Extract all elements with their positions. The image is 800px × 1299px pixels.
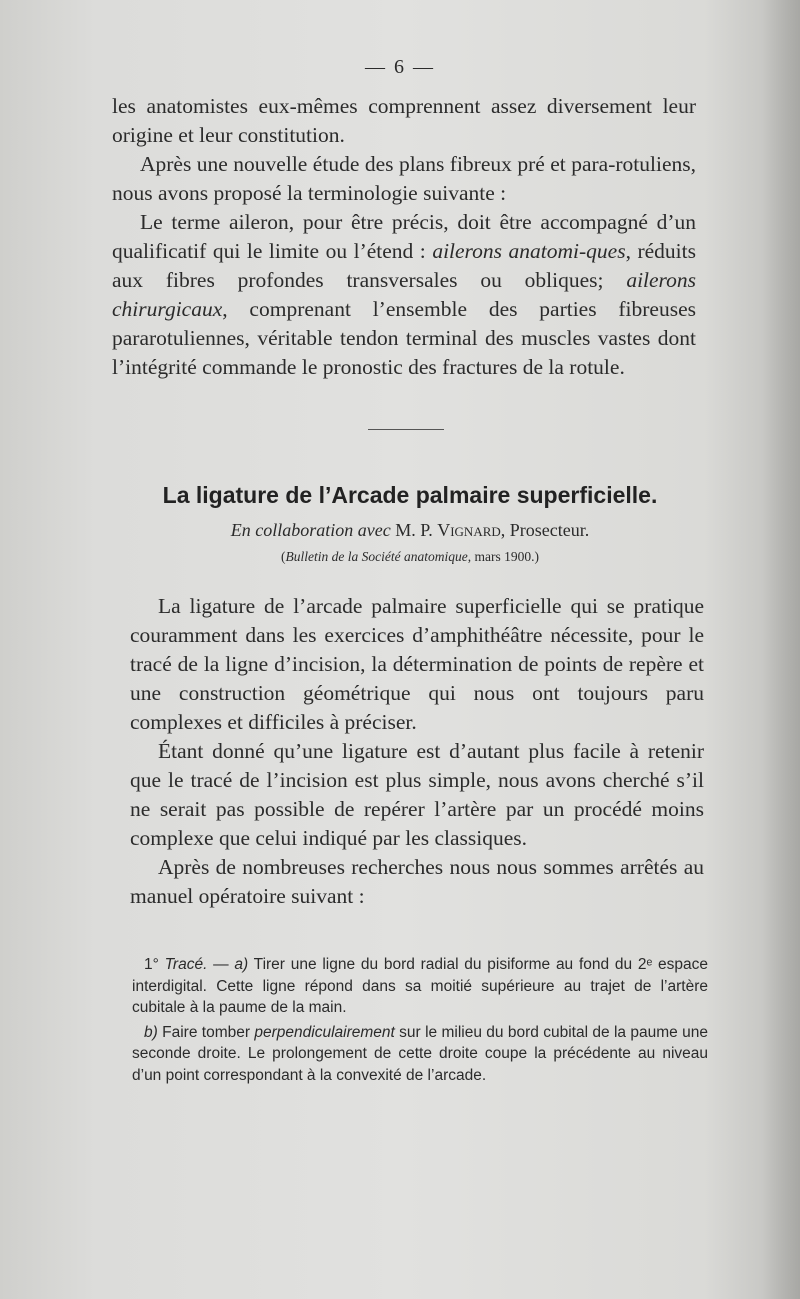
note-text-a: Tirer une ligne du bord radial du pisiforme au fond du 2ᵉ espace interdigital. Cette ligne répond dans sa moitié supérieure au trajet de l’artère cubitale à la paume de la main. — [132, 956, 708, 1016]
term-ailerons-chirurgicaux: ailerons chirurgicaux — [112, 268, 696, 321]
main-paragraph-1: La ligature de l’arcade palmaire superficielle qui se pratique couramment dans les exercices d’amphithéâtre nécessite, pour le tracé de la ligne d’incision, la détermination de points de repère et une construction géométrique qui nous ont toujours paru complexes et difficiles à préciser. — [130, 594, 704, 734]
collab-initials: M. P. — [395, 520, 438, 540]
collab-italic: En collaboration avec — [230, 520, 391, 540]
intro-paragraph-2: Après une nouvelle étude des plans fibreux pré et para-rotuliens, nous avons proposé la terminologie suivante : — [112, 152, 696, 205]
main-paragraph-3: Après de nombreuses recherches nous nous sommes arrêtés au manuel opératoire suivant : — [130, 855, 704, 908]
page-number: — 6 — — [365, 56, 435, 78]
note-text-b-2: sur le milieu du bord cubital de la paume une seconde droite. Le prolongement de cette droite coupe la précédente au niveau d’un point correspondant à la convexité de l’arcade. — [132, 1023, 708, 1084]
procedure-notes — [132, 954, 708, 1086]
collaboration-line — [120, 520, 700, 541]
bulletin-reference — [120, 549, 700, 565]
section-title: La ligature de l’Arcade palmaire superficielle. — [162, 482, 658, 508]
intro-paragraph-3-e: , comprenant l’ensemble des parties fibreuses pararotuliennes, véritable tendon terminal des muscles vastes dont l’intégrité commande le pronostic des fractures de la rotule. — [112, 297, 696, 379]
intro-paragraph-3 — [112, 208, 696, 382]
collab-name: Vignard — [437, 520, 501, 540]
term-ailerons-anatomiques: ailerons anatomi-ques — [432, 239, 626, 263]
note-sub-b: b) — [144, 1023, 158, 1041]
intro-paragraph-3-c: , réduits aux fibres profondes transversales ou obliques; — [112, 239, 696, 292]
note-italic-perpendiculairement: perpendiculairement — [254, 1023, 395, 1041]
note-sub-a: a) — [234, 956, 249, 973]
bulletin-open-paren: ( — [281, 549, 286, 564]
bulletin-journal: Bulletin de la Société anatomique — [285, 549, 468, 564]
collab-role: , Prosecteur. — [500, 520, 590, 540]
note-trace-a — [132, 954, 708, 1019]
note-text-b-1: Faire tomber — [157, 1023, 255, 1041]
section-divider — [368, 429, 444, 430]
page-edge-shadow — [762, 0, 800, 1299]
note-trace-b — [132, 1022, 708, 1087]
bulletin-date: , mars 1900.) — [467, 549, 539, 564]
note-label-trace: Tracé. — [164, 956, 208, 973]
intro-text — [112, 92, 696, 382]
note-number: 1° — [144, 956, 165, 973]
main-text — [130, 592, 704, 911]
intro-paragraph-3-a: Le terme aileron, pour être précis, doit être accompagné d’un qualificatif qui le limite ou l’étend : — [112, 210, 696, 263]
intro-paragraph-1: les anatomistes eux-mêmes comprennent assez diversement leur origine et leur constitution. — [112, 94, 696, 147]
main-paragraph-2: Étant donné qu’une ligature est d’autant plus facile à retenir que le tracé de l’incision est plus simple, nous avons cherché s’il ne serait pas possible de repérer l’artère par un procédé moins complexe que celui indiqué par les classiques. — [130, 739, 704, 850]
note-dash: — — [207, 956, 235, 973]
